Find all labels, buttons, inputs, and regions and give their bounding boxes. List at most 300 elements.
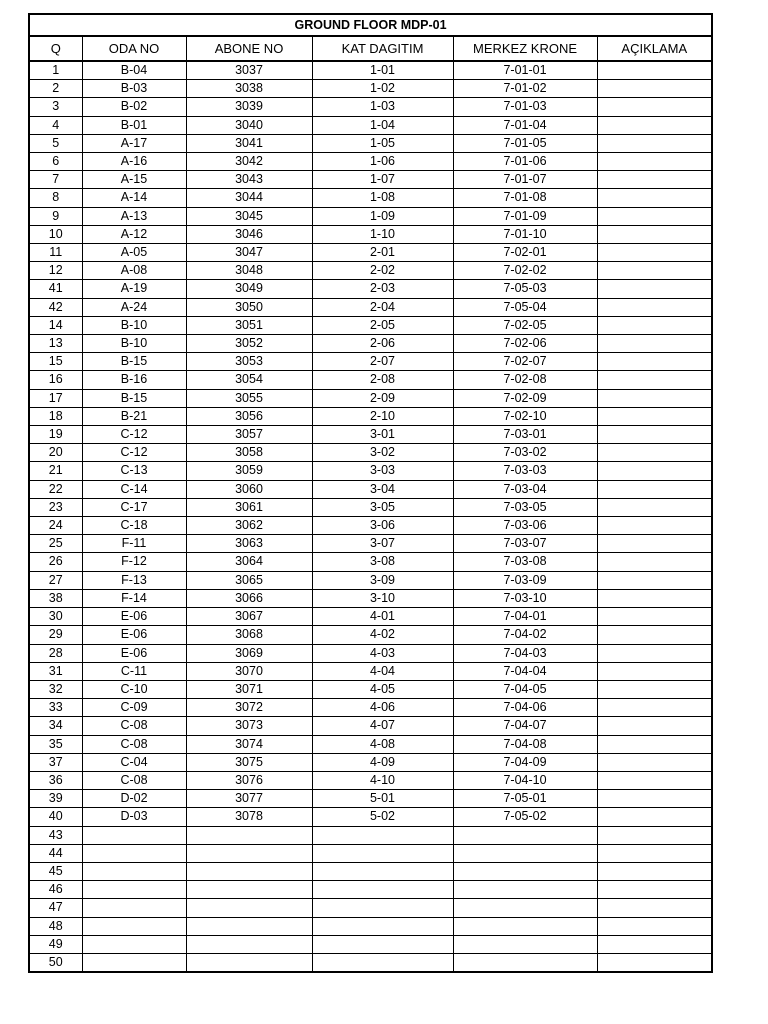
abone-no-cell: 3058 <box>186 444 312 462</box>
table-row <box>29 498 712 516</box>
aciklama-cell <box>597 644 712 662</box>
merkez-krone-cell: 7-03-01 <box>453 426 597 444</box>
q-cell: 28 <box>29 644 82 662</box>
merkez-krone-cell: 7-01-01 <box>453 61 597 80</box>
table-row <box>29 134 712 152</box>
abone-no-cell: 3045 <box>186 207 312 225</box>
abone-no-cell: 3068 <box>186 626 312 644</box>
oda-no-cell: F-11 <box>82 535 186 553</box>
kat-dagitim-cell: 4-01 <box>312 608 453 626</box>
abone-no-cell: 3049 <box>186 280 312 298</box>
kat-dagitim-cell: 3-08 <box>312 553 453 571</box>
table-row <box>29 753 712 771</box>
aciklama-cell <box>597 935 712 953</box>
kat-dagitim-cell: 2-08 <box>312 371 453 389</box>
table-row <box>29 98 712 116</box>
abone-no-cell: 3066 <box>186 589 312 607</box>
q-cell: 38 <box>29 589 82 607</box>
aciklama-cell <box>597 280 712 298</box>
q-cell: 49 <box>29 935 82 953</box>
kat-dagitim-cell: 2-01 <box>312 244 453 262</box>
column-header-abone-no: ABONE NO <box>186 36 312 61</box>
table-row <box>29 662 712 680</box>
aciklama-cell <box>597 153 712 171</box>
oda-no-cell: A-17 <box>82 134 186 152</box>
merkez-krone-cell <box>453 881 597 899</box>
merkez-krone-cell: 7-04-10 <box>453 771 597 789</box>
oda-no-cell: B-02 <box>82 98 186 116</box>
abone-no-cell: 3065 <box>186 571 312 589</box>
merkez-krone-cell: 7-02-07 <box>453 353 597 371</box>
q-cell: 11 <box>29 244 82 262</box>
table-row <box>29 953 712 972</box>
q-cell: 21 <box>29 462 82 480</box>
oda-no-cell: B-10 <box>82 335 186 353</box>
merkez-krone-cell: 7-03-03 <box>453 462 597 480</box>
table-row <box>29 881 712 899</box>
aciklama-cell <box>597 98 712 116</box>
table-row <box>29 444 712 462</box>
oda-no-cell: B-01 <box>82 116 186 134</box>
abone-no-cell: 3074 <box>186 735 312 753</box>
aciklama-cell <box>597 844 712 862</box>
oda-no-cell: F-12 <box>82 553 186 571</box>
kat-dagitim-cell: 2-09 <box>312 389 453 407</box>
abone-no-cell: 3053 <box>186 353 312 371</box>
oda-no-cell: E-06 <box>82 644 186 662</box>
merkez-krone-cell: 7-01-10 <box>453 225 597 243</box>
kat-dagitim-cell: 3-03 <box>312 462 453 480</box>
q-cell: 35 <box>29 735 82 753</box>
oda-no-cell <box>82 826 186 844</box>
table-row <box>29 553 712 571</box>
aciklama-cell <box>597 353 712 371</box>
kat-dagitim-cell: 1-08 <box>312 189 453 207</box>
kat-dagitim-cell: 4-03 <box>312 644 453 662</box>
merkez-krone-cell: 7-01-06 <box>453 153 597 171</box>
kat-dagitim-cell: 5-01 <box>312 790 453 808</box>
aciklama-cell <box>597 80 712 98</box>
table-row <box>29 225 712 243</box>
q-cell: 6 <box>29 153 82 171</box>
table-row <box>29 735 712 753</box>
merkez-krone-cell <box>453 953 597 972</box>
oda-no-cell: E-06 <box>82 608 186 626</box>
kat-dagitim-cell: 4-04 <box>312 662 453 680</box>
kat-dagitim-cell: 1-05 <box>312 134 453 152</box>
table-row <box>29 480 712 498</box>
column-header-oda-no: ODA NO <box>82 36 186 61</box>
kat-dagitim-cell: 1-02 <box>312 80 453 98</box>
merkez-krone-cell: 7-04-06 <box>453 699 597 717</box>
kat-dagitim-cell: 1-03 <box>312 98 453 116</box>
oda-no-cell <box>82 899 186 917</box>
aciklama-cell <box>597 680 712 698</box>
merkez-krone-cell: 7-02-06 <box>453 335 597 353</box>
kat-dagitim-cell <box>312 826 453 844</box>
q-cell: 46 <box>29 881 82 899</box>
kat-dagitim-cell: 4-02 <box>312 626 453 644</box>
oda-no-cell: C-18 <box>82 517 186 535</box>
abone-no-cell: 3037 <box>186 61 312 80</box>
q-cell: 16 <box>29 371 82 389</box>
q-cell: 45 <box>29 862 82 880</box>
kat-dagitim-cell: 4-10 <box>312 771 453 789</box>
abone-no-cell <box>186 844 312 862</box>
aciklama-cell <box>597 498 712 516</box>
merkez-krone-cell: 7-01-02 <box>453 80 597 98</box>
oda-no-cell: A-05 <box>82 244 186 262</box>
kat-dagitim-cell <box>312 899 453 917</box>
aciklama-cell <box>597 298 712 316</box>
abone-no-cell: 3057 <box>186 426 312 444</box>
abone-no-cell: 3043 <box>186 171 312 189</box>
kat-dagitim-cell <box>312 917 453 935</box>
table-row <box>29 298 712 316</box>
merkez-krone-cell: 7-04-04 <box>453 662 597 680</box>
abone-no-cell: 3077 <box>186 790 312 808</box>
merkez-krone-cell <box>453 844 597 862</box>
table-row <box>29 116 712 134</box>
aciklama-cell <box>597 244 712 262</box>
abone-no-cell: 3063 <box>186 535 312 553</box>
table-row <box>29 680 712 698</box>
abone-no-cell: 3072 <box>186 699 312 717</box>
column-header-merkez-krone: MERKEZ KRONE <box>453 36 597 61</box>
oda-no-cell: A-19 <box>82 280 186 298</box>
merkez-krone-cell: 7-04-05 <box>453 680 597 698</box>
q-cell: 39 <box>29 790 82 808</box>
oda-no-cell: C-11 <box>82 662 186 680</box>
q-cell: 18 <box>29 407 82 425</box>
abone-no-cell: 3039 <box>186 98 312 116</box>
aciklama-cell <box>597 608 712 626</box>
q-cell: 29 <box>29 626 82 644</box>
abone-no-cell: 3051 <box>186 316 312 334</box>
aciklama-cell <box>597 207 712 225</box>
abone-no-cell: 3050 <box>186 298 312 316</box>
table-row <box>29 589 712 607</box>
merkez-krone-cell: 7-04-03 <box>453 644 597 662</box>
q-cell: 41 <box>29 280 82 298</box>
aciklama-cell <box>597 953 712 972</box>
abone-no-cell: 3067 <box>186 608 312 626</box>
table-row <box>29 626 712 644</box>
merkez-krone-cell: 7-05-02 <box>453 808 597 826</box>
abone-no-cell: 3070 <box>186 662 312 680</box>
merkez-krone-cell: 7-04-07 <box>453 717 597 735</box>
header-row <box>29 36 712 61</box>
kat-dagitim-cell: 2-02 <box>312 262 453 280</box>
aciklama-cell <box>597 134 712 152</box>
aciklama-cell <box>597 699 712 717</box>
table-row <box>29 699 712 717</box>
abone-no-cell: 3056 <box>186 407 312 425</box>
q-cell: 26 <box>29 553 82 571</box>
column-header-q: Q <box>29 36 82 61</box>
q-cell: 36 <box>29 771 82 789</box>
kat-dagitim-cell: 5-02 <box>312 808 453 826</box>
kat-dagitim-cell: 2-04 <box>312 298 453 316</box>
q-cell: 22 <box>29 480 82 498</box>
q-cell: 47 <box>29 899 82 917</box>
table-row <box>29 80 712 98</box>
kat-dagitim-cell: 3-01 <box>312 426 453 444</box>
aciklama-cell <box>597 790 712 808</box>
q-cell: 33 <box>29 699 82 717</box>
merkez-krone-cell: 7-01-07 <box>453 171 597 189</box>
merkez-krone-cell: 7-02-08 <box>453 371 597 389</box>
oda-no-cell: B-16 <box>82 371 186 389</box>
oda-no-cell <box>82 935 186 953</box>
abone-no-cell: 3078 <box>186 808 312 826</box>
q-cell: 23 <box>29 498 82 516</box>
oda-no-cell <box>82 917 186 935</box>
oda-no-cell: C-13 <box>82 462 186 480</box>
table-row <box>29 153 712 171</box>
abone-no-cell: 3075 <box>186 753 312 771</box>
aciklama-cell <box>597 826 712 844</box>
merkez-krone-cell: 7-02-02 <box>453 262 597 280</box>
oda-no-cell: F-14 <box>82 589 186 607</box>
abone-no-cell: 3062 <box>186 517 312 535</box>
aciklama-cell <box>597 517 712 535</box>
merkez-krone-cell <box>453 899 597 917</box>
kat-dagitim-cell: 1-07 <box>312 171 453 189</box>
abone-no-cell <box>186 917 312 935</box>
oda-no-cell: A-12 <box>82 225 186 243</box>
abone-no-cell: 3040 <box>186 116 312 134</box>
table-row <box>29 571 712 589</box>
q-cell: 17 <box>29 389 82 407</box>
table-row <box>29 389 712 407</box>
table-row <box>29 462 712 480</box>
kat-dagitim-cell: 2-05 <box>312 316 453 334</box>
kat-dagitim-cell: 2-06 <box>312 335 453 353</box>
oda-no-cell: B-10 <box>82 316 186 334</box>
merkez-krone-cell: 7-03-08 <box>453 553 597 571</box>
column-header-aciklama: AÇIKLAMA <box>597 36 712 61</box>
abone-no-cell: 3061 <box>186 498 312 516</box>
oda-no-cell: D-02 <box>82 790 186 808</box>
oda-no-cell <box>82 953 186 972</box>
aciklama-cell <box>597 316 712 334</box>
oda-no-cell: A-16 <box>82 153 186 171</box>
q-cell: 20 <box>29 444 82 462</box>
merkez-krone-cell: 7-03-07 <box>453 535 597 553</box>
kat-dagitim-cell: 2-07 <box>312 353 453 371</box>
aciklama-cell <box>597 61 712 80</box>
kat-dagitim-cell: 1-01 <box>312 61 453 80</box>
kat-dagitim-cell: 3-09 <box>312 571 453 589</box>
merkez-krone-cell: 7-04-09 <box>453 753 597 771</box>
oda-no-cell <box>82 862 186 880</box>
q-cell: 37 <box>29 753 82 771</box>
merkez-krone-cell: 7-04-01 <box>453 608 597 626</box>
table-row <box>29 171 712 189</box>
merkez-krone-cell: 7-03-06 <box>453 517 597 535</box>
q-cell: 30 <box>29 608 82 626</box>
abone-no-cell: 3071 <box>186 680 312 698</box>
oda-no-cell: B-04 <box>82 61 186 80</box>
table-row <box>29 608 712 626</box>
aciklama-cell <box>597 225 712 243</box>
q-cell: 12 <box>29 262 82 280</box>
q-cell: 2 <box>29 80 82 98</box>
q-cell: 40 <box>29 808 82 826</box>
oda-no-cell: A-08 <box>82 262 186 280</box>
aciklama-cell <box>597 808 712 826</box>
abone-no-cell <box>186 899 312 917</box>
table-row <box>29 262 712 280</box>
merkez-krone-cell: 7-02-05 <box>453 316 597 334</box>
oda-no-cell: B-15 <box>82 389 186 407</box>
merkez-krone-cell <box>453 917 597 935</box>
kat-dagitim-cell: 1-04 <box>312 116 453 134</box>
table-row <box>29 862 712 880</box>
merkez-krone-cell: 7-02-01 <box>453 244 597 262</box>
abone-no-cell <box>186 935 312 953</box>
kat-dagitim-cell: 3-10 <box>312 589 453 607</box>
oda-no-cell: A-15 <box>82 171 186 189</box>
aciklama-cell <box>597 426 712 444</box>
kat-dagitim-cell: 4-08 <box>312 735 453 753</box>
aciklama-cell <box>597 771 712 789</box>
table-row <box>29 717 712 735</box>
abone-no-cell: 3044 <box>186 189 312 207</box>
table-row <box>29 844 712 862</box>
aciklama-cell <box>597 407 712 425</box>
mdp-table <box>28 13 713 973</box>
merkez-krone-cell: 7-02-09 <box>453 389 597 407</box>
kat-dagitim-cell <box>312 844 453 862</box>
table-row <box>29 517 712 535</box>
table-row <box>29 917 712 935</box>
merkez-krone-cell: 7-03-05 <box>453 498 597 516</box>
table-row <box>29 426 712 444</box>
aciklama-cell <box>597 589 712 607</box>
aciklama-cell <box>597 626 712 644</box>
merkez-krone-cell: 7-01-03 <box>453 98 597 116</box>
aciklama-cell <box>597 717 712 735</box>
kat-dagitim-cell: 1-06 <box>312 153 453 171</box>
q-cell: 14 <box>29 316 82 334</box>
aciklama-cell <box>597 189 712 207</box>
table-row <box>29 771 712 789</box>
kat-dagitim-cell: 2-10 <box>312 407 453 425</box>
q-cell: 19 <box>29 426 82 444</box>
table-row <box>29 207 712 225</box>
oda-no-cell: C-10 <box>82 680 186 698</box>
merkez-krone-cell: 7-01-05 <box>453 134 597 152</box>
table-row <box>29 808 712 826</box>
kat-dagitim-cell: 3-02 <box>312 444 453 462</box>
merkez-krone-cell: 7-05-03 <box>453 280 597 298</box>
aciklama-cell <box>597 371 712 389</box>
merkez-krone-cell: 7-04-08 <box>453 735 597 753</box>
merkez-krone-cell <box>453 935 597 953</box>
q-cell: 9 <box>29 207 82 225</box>
oda-no-cell: F-13 <box>82 571 186 589</box>
kat-dagitim-cell: 4-05 <box>312 680 453 698</box>
aciklama-cell <box>597 389 712 407</box>
merkez-krone-cell: 7-03-09 <box>453 571 597 589</box>
aciklama-cell <box>597 571 712 589</box>
kat-dagitim-cell: 3-04 <box>312 480 453 498</box>
q-cell: 44 <box>29 844 82 862</box>
abone-no-cell: 3060 <box>186 480 312 498</box>
aciklama-cell <box>597 444 712 462</box>
aciklama-cell <box>597 553 712 571</box>
aciklama-cell <box>597 462 712 480</box>
q-cell: 31 <box>29 662 82 680</box>
table-row <box>29 353 712 371</box>
abone-no-cell <box>186 953 312 972</box>
oda-no-cell: C-08 <box>82 717 186 735</box>
q-cell: 42 <box>29 298 82 316</box>
merkez-krone-cell: 7-01-04 <box>453 116 597 134</box>
table-row <box>29 535 712 553</box>
merkez-krone-cell: 7-05-04 <box>453 298 597 316</box>
table-row <box>29 644 712 662</box>
aciklama-cell <box>597 335 712 353</box>
merkez-krone-cell <box>453 862 597 880</box>
kat-dagitim-cell <box>312 862 453 880</box>
abone-no-cell: 3041 <box>186 134 312 152</box>
q-cell: 4 <box>29 116 82 134</box>
aciklama-cell <box>597 480 712 498</box>
oda-no-cell <box>82 881 186 899</box>
kat-dagitim-cell: 3-05 <box>312 498 453 516</box>
q-cell: 24 <box>29 517 82 535</box>
merkez-krone-cell: 7-03-02 <box>453 444 597 462</box>
table-row <box>29 935 712 953</box>
q-cell: 25 <box>29 535 82 553</box>
aciklama-cell <box>597 116 712 134</box>
merkez-krone-cell: 7-03-10 <box>453 589 597 607</box>
aciklama-cell <box>597 662 712 680</box>
table-row <box>29 244 712 262</box>
q-cell: 27 <box>29 571 82 589</box>
abone-no-cell <box>186 826 312 844</box>
abone-no-cell <box>186 862 312 880</box>
abone-no-cell: 3042 <box>186 153 312 171</box>
oda-no-cell: C-14 <box>82 480 186 498</box>
aciklama-cell <box>597 535 712 553</box>
q-cell: 32 <box>29 680 82 698</box>
abone-no-cell: 3047 <box>186 244 312 262</box>
kat-dagitim-cell: 4-09 <box>312 753 453 771</box>
merkez-krone-cell: 7-01-09 <box>453 207 597 225</box>
aciklama-cell <box>597 899 712 917</box>
aciklama-cell <box>597 262 712 280</box>
oda-no-cell: C-04 <box>82 753 186 771</box>
kat-dagitim-cell: 3-07 <box>312 535 453 553</box>
q-cell: 13 <box>29 335 82 353</box>
oda-no-cell: B-21 <box>82 407 186 425</box>
q-cell: 5 <box>29 134 82 152</box>
abone-no-cell: 3048 <box>186 262 312 280</box>
aciklama-cell <box>597 917 712 935</box>
oda-no-cell: C-12 <box>82 444 186 462</box>
kat-dagitim-cell <box>312 935 453 953</box>
table-row <box>29 899 712 917</box>
aciklama-cell <box>597 171 712 189</box>
oda-no-cell: D-03 <box>82 808 186 826</box>
kat-dagitim-cell <box>312 881 453 899</box>
merkez-krone-cell: 7-05-01 <box>453 790 597 808</box>
merkez-krone-cell <box>453 826 597 844</box>
